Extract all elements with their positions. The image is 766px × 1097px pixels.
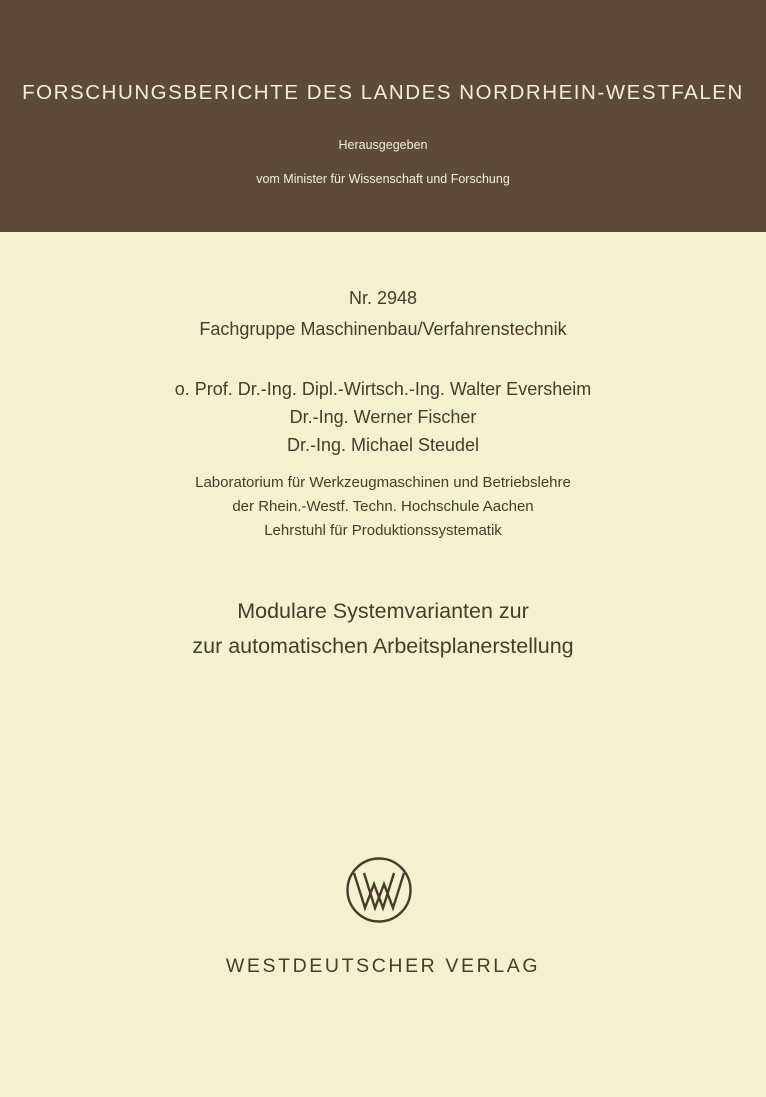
author-line: Dr.-Ing. Werner Fischer bbox=[289, 407, 477, 427]
book-title-line: zur automatischen Arbeitsplanerstellung bbox=[192, 634, 574, 658]
minister-label: vom Minister für Wissenschaft und Forschung bbox=[256, 172, 510, 186]
author-line: o. Prof. Dr.-Ing. Dipl.-Wirtsch.-Ing. Walter Eversheim bbox=[174, 379, 592, 399]
report-number: Nr. 2948 bbox=[348, 288, 418, 308]
book-title-line: Modulare Systemvarianten zur bbox=[237, 599, 529, 623]
author-line: Dr.-Ing. Michael Steudel bbox=[286, 435, 480, 455]
header-band bbox=[0, 0, 766, 232]
institution-line: Laboratorium für Werkzeugmaschinen und Betriebslehre bbox=[195, 474, 571, 491]
series-title: FORSCHUNGSBERICHTE DES LANDES NORDRHEIN-WESTFALEN bbox=[22, 81, 744, 104]
westdeutscher-verlag-ww-logo-icon bbox=[345, 856, 413, 924]
herausgegeben-label: Herausgegeben bbox=[338, 138, 428, 152]
publisher-name: WESTDEUTSCHER VERLAG bbox=[225, 955, 541, 977]
institution-line: Lehrstuhl für Produktionssystematik bbox=[264, 522, 502, 539]
institution-line: der Rhein.-Westf. Techn. Hochschule Aachen bbox=[232, 498, 534, 515]
fachgruppe: Fachgruppe Maschinenbau/Verfahrenstechnik bbox=[199, 319, 567, 339]
